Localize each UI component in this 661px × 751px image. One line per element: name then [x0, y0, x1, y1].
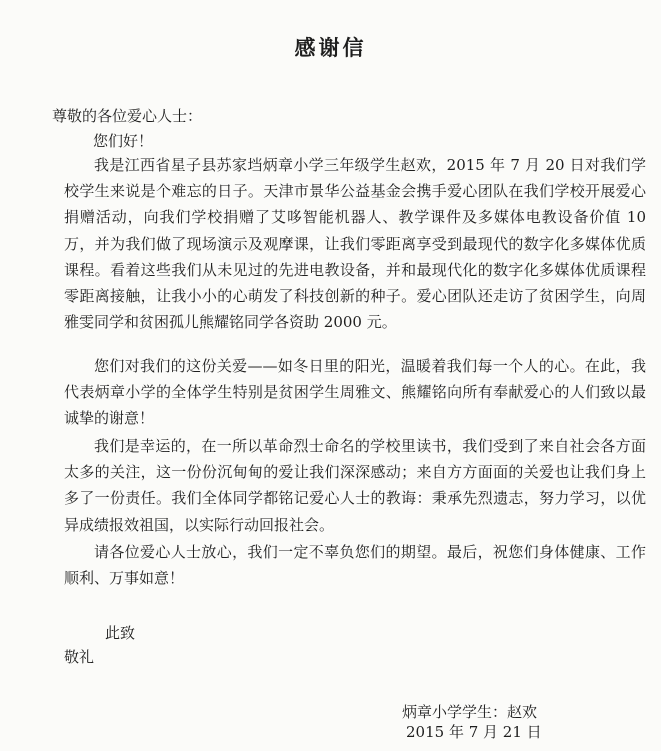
signature: 炳章小学学生：赵欢 [402, 703, 538, 721]
greeting: 您们好！ [93, 132, 154, 150]
body-paragraph: 我是江西省星子县苏家垱炳章小学三年级学生赵欢，2015 年 7 月 20 日对我们学校学生来说是个难忘的日子。天津市景华公益基金会携手爱心团队在我们学校开展爱心捐赠活动，向我们学校捐赠了艾哆智能机器人、教学课件及多媒体电教设备价值 10 万，并为我们做了现场演示及观摩课，让我们零距离享受到最现代的数字化多媒体优质课程。看着这些我们从未见过的先进电教设备，并和最现代化的数字化多媒体优质课程零距离接触，让我小小的心萌发了科技创新的种子。爱心团队还走访了贫困学生，向周雅雯同学和贫困孤儿熊耀铭同学各资助 2000 元。 [64, 156, 646, 332]
closing-phrase: 此致 [105, 624, 136, 642]
letter-date: 2015 年 7 月 21 日 [406, 723, 542, 741]
letter-title: 感谢信 [294, 36, 367, 60]
salutation: 尊敬的各位爱心人士： [52, 107, 203, 125]
body-paragraph: 您们对我们的这份关爱——如冬日里的阳光，温暖着我们每一个人的心。在此，我代表炳章小学的全体学生特别是贫困学生周雅文、熊耀铭向所有奉献爱心的人们致以最诚挚的谢意！ [64, 357, 646, 428]
body-paragraph: 请各位爱心人士放心，我们一定不辜负您们的期望。最后，祝您们身体健康、工作顺利、万事如意！ [64, 543, 646, 588]
regards-phrase: 敬礼 [64, 648, 95, 666]
body-paragraph: 我们是幸运的，在一所以革命烈士命名的学校里读书，我们受到了来自社会各方面太多的关注，这一份份沉甸甸的爱让我们深深感动；来自方方面面的关爱也让我们身上多了一份责任。我们全体同学都铭记爱心人士的教诲：秉承先烈遗志，努力学习，以优异成绩报效祖国，以实际行动回报社会。 [64, 437, 646, 534]
